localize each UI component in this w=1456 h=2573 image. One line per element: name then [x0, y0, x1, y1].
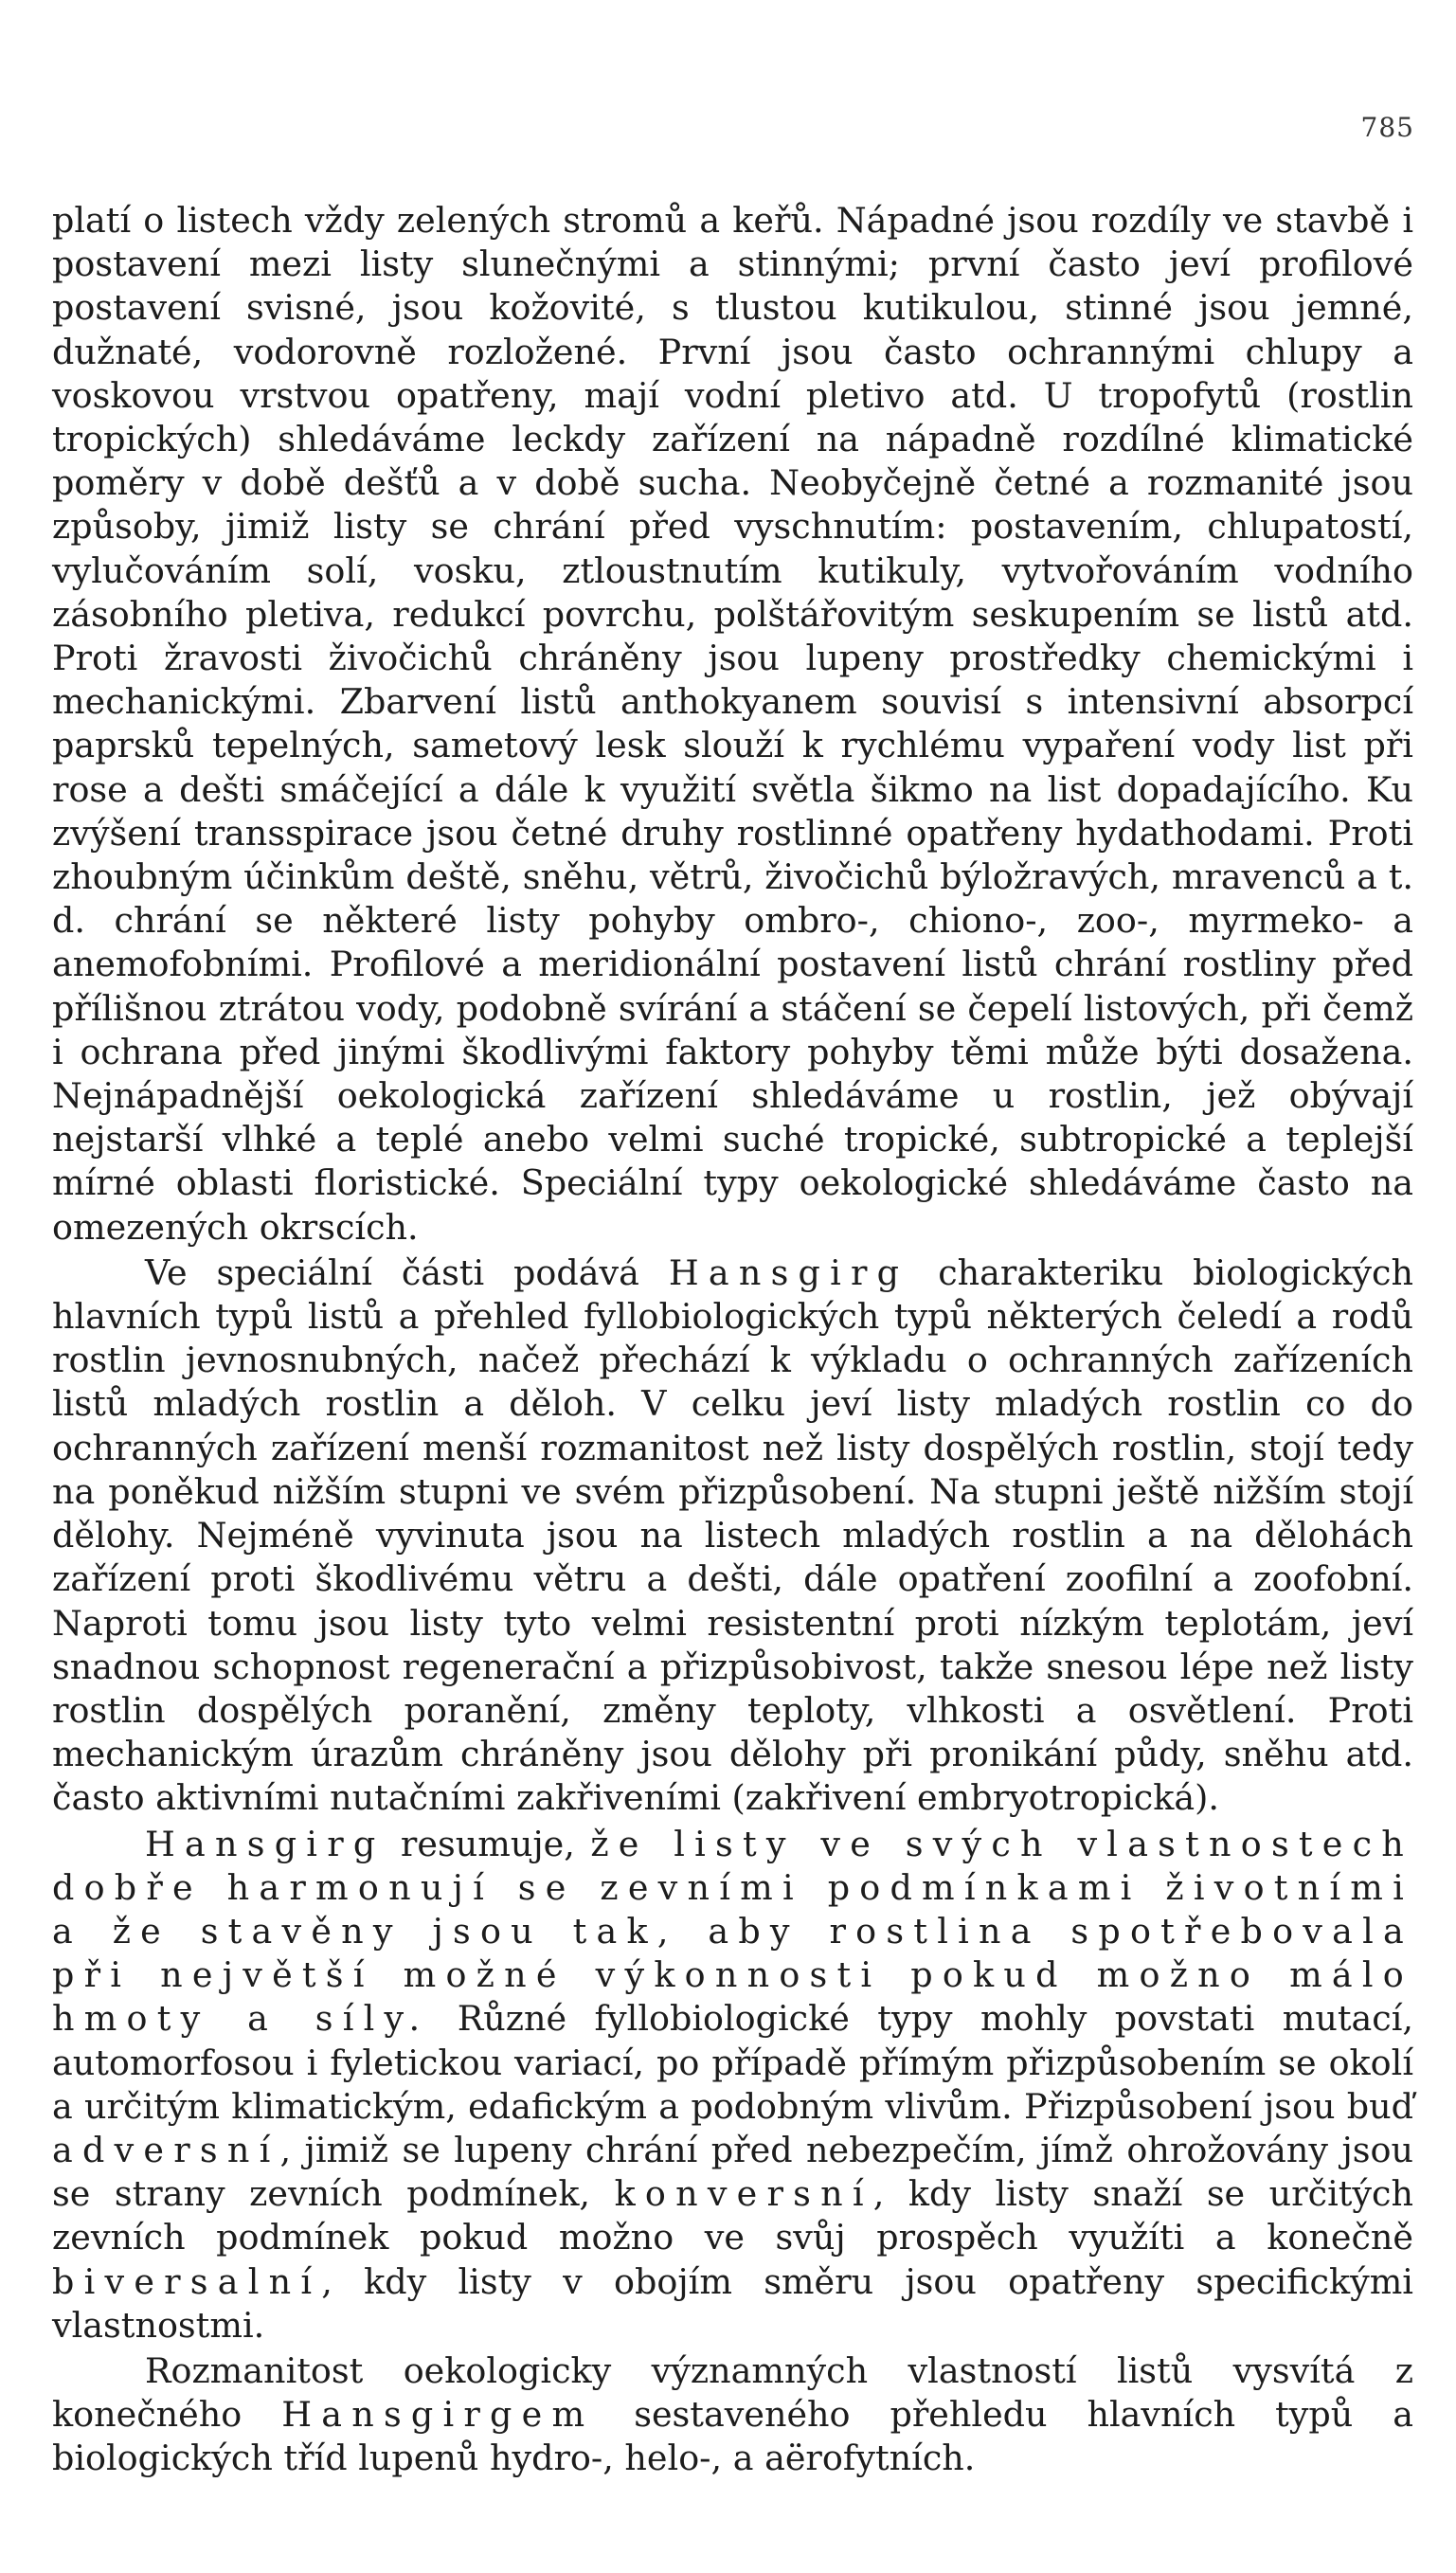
paragraph-3 [52, 1823, 1413, 2348]
paragraph-text: Rozmanitost oekologicky významných vlastností listů vysvítá z konečného [52, 2349, 1413, 2436]
body-text [52, 199, 1413, 2481]
paragraph-text: , jimiž se lupeny chrání před nebezpečím, jímž ohrožovány jsou se strany zevních podmínek, [52, 2129, 1413, 2215]
paragraph-text: , kdy listy snaží se určitých zevních podmínek pokud možno ve svůj prospěch využíti a konečně [52, 2173, 1413, 2258]
paragraph-text: Různé fyllobiologické typy mohly povstati mutací, automorfosou i fyletickou variací, po případě přímým přizpůsobením se okolí a určitým klimatickým, edafickým a podobným vlivům. Přizpůsobení jsou buď [52, 1998, 1413, 2127]
paragraph-text: charakteriku biologických hlavních typů listů a přehled fyllobiologických typů některých čeledí a rodů rostlin jevnosnubných, načež přechází k výkladu o ochranných zařízeních listů mladých rostlin a děloh. V celku jeví listy mladých rostlin co do ochranných zařízení menší rozmanitost než listy dospělých rostlin, stojí tedy na poněkud nižším stupni ve svém přizpůsobení. Na stupni ještě nižším stojí dělohy. Nejméně vyvinuta jsou na listech mladých rostlin a na dělohách zařízení proti škodlivému větru a dešti, dále opatření zoofilní a zoofobní. Naproti tomu jsou listy tyto velmi resistentní proti nízkým teplotám, jeví snadnou schopnost regenerační a přizpůsobivost, takže snesou lépe než listy rostlin dospělých poranění, změny teploty, vlhkosti a osvětlení. Proti mechanickým úrazům chráněny jsou dělohy při pronikání půdy, sněhu atd. často aktivními nutačními zakřiveními (zakřivení embryotropická). [52, 1251, 1413, 1819]
paragraph-4 [52, 2349, 1413, 2481]
paragraph-text: , kdy listy v obojím směru jsou opatřeny specifickými vlastnostmi. [52, 2260, 1413, 2346]
spaced-emphasis-text: Hansgirgem [281, 2394, 595, 2436]
spaced-emphasis-text: Hansgirg [668, 1251, 909, 1293]
paragraph-1 [52, 199, 1413, 1250]
paragraph-text: resumuje, [385, 1823, 591, 1864]
spaced-emphasis-text: že listy ve svých vlastnostech dobře harmonují se zevními podmínkami životními a že stavěny jsou tak, aby rostlina spotřebovala při největší možné výkonnosti pokud možno málo hmoty a síly. [52, 1823, 1413, 2040]
spaced-emphasis-text: biversalní [52, 2260, 322, 2302]
paragraph-text: platí o listech vždy zelených stromů a keřů. Nápadné jsou rozdíly ve stavbě i postavení mezi listy slunečnými a stinnými; první často jeví profilové postavení svisné, jsou kožovité, s tlustou kutikulou, stinné jsou jemné, dužnaté, vodorovně rozložené. První jsou často ochrannými chlupy a voskovou vrstvou opatřeny, mají vodní pletivo atd. U tropofytů (rostlin tropických) shledáváme leckdy zařízení na nápadně rozdílné klimatické poměry v době dešťů a v době sucha. Neobyčejně četné a rozmanité jsou způsoby, jimiž listy se chrání před vyschnutím: postavením, chlupatostí, vylučováním solí, vosku, ztloustnutím kutikuly, vytvořováním vodního zásobního pletiva, redukcí povrchu, polštářovitým seskupením se listů atd. Proti žravosti živočichů chráněny jsou lupeny prostředky chemickými i mechanickými. Zbarvení listů anthokyanem souvisí s intensivní absorpcí paprsků tepelných, sametový lesk slouží k rychlému vypaření vody list při rose a dešti smáčející a dále k využití světla šikmo na list dopadajícího. Ku zvýšení transspirace jsou četné druhy rostlinné opatřeny hydathodami. Proti zhoubným účinkům deště, sněhu, větrů, živočichů býložravých, mravenců a t. d. chrání se některé listy pohyby ombro-, chiono-, zoo-, myrmeko- a anemofobními. Profilové a meridionální postavení listů chrání rostliny před přílišnou ztrátou vody, podobně svírání a stáčení se čepelí listových, při čemž i ochrana před jinými škodlivými faktory pohyby těmi může býti dosažena. Nejnápadnější oekologická zařízení shledáváme u rostlin, jež obývají nejstarší vlhké a teplé anebo velmi suché tropické, subtropické a teplejší mírné oblasti floristické. Speciální typy oekologické shledáváme často na omezených okrscích. [52, 200, 1413, 1248]
spaced-emphasis-text: adversní [52, 2129, 280, 2170]
page-number: 785 [1360, 112, 1414, 143]
paragraph-2 [52, 1251, 1413, 1821]
spaced-emphasis-text: Hansgirg [145, 1823, 386, 1864]
spaced-emphasis-text: konversní [614, 2173, 873, 2215]
paragraph-text: sestaveného přehledu hlavních typů a biologických tříd lupenů hydro-, helo-, a aërofytních. [52, 2394, 1413, 2479]
paragraph-text: Ve speciální části podává [145, 1251, 669, 1293]
